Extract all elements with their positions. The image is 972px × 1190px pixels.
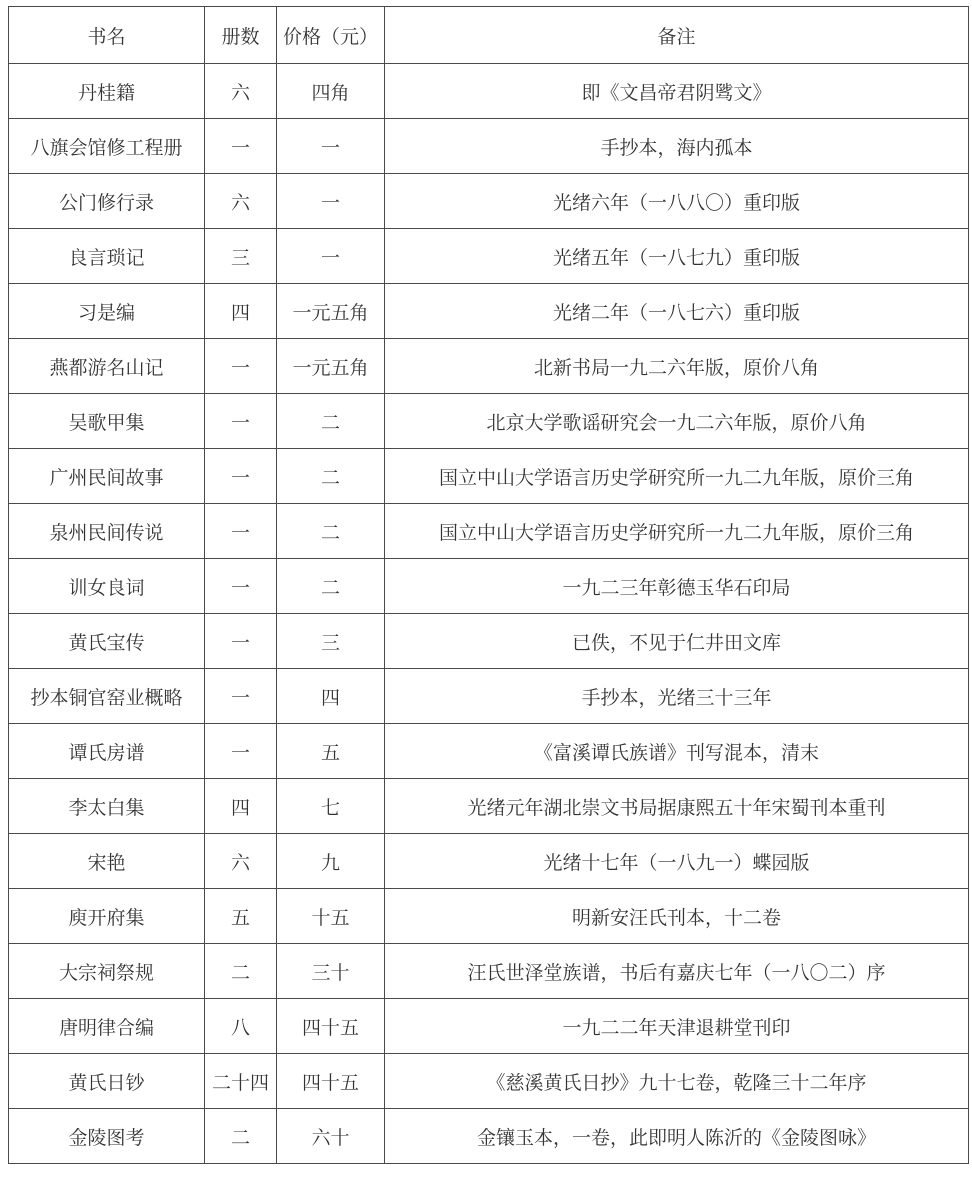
cell-price: 四角: [277, 64, 385, 119]
cell-title: 泉州民间传说: [9, 504, 205, 559]
cell-price: 二: [277, 394, 385, 449]
cell-price: 一: [277, 119, 385, 174]
cell-price: 七: [277, 779, 385, 834]
cell-title: 公门修行录: [9, 174, 205, 229]
cell-notes: 光绪五年（一八七九）重印版: [385, 229, 969, 284]
cell-volumes: 一: [205, 669, 277, 724]
cell-notes: 光绪十七年（一八九一）蝶园版: [385, 834, 969, 889]
table-row: [9, 504, 969, 559]
cell-price: 四十五: [277, 999, 385, 1054]
table-row: [9, 779, 969, 834]
cell-volumes: 一: [205, 504, 277, 559]
cell-notes: 光绪元年湖北崇文书局据康熙五十年宋蜀刊本重刊: [385, 779, 969, 834]
table-row: [9, 999, 969, 1054]
header-notes: 备注: [385, 7, 969, 64]
cell-volumes: 一: [205, 559, 277, 614]
table-row: [9, 229, 969, 284]
header-title: 书名: [9, 7, 205, 64]
cell-title: 训女良词: [9, 559, 205, 614]
cell-volumes: 六: [205, 64, 277, 119]
cell-notes: 手抄本，海内孤本: [385, 119, 969, 174]
cell-title: 唐明律合编: [9, 999, 205, 1054]
cell-volumes: 一: [205, 724, 277, 779]
cell-volumes: 六: [205, 174, 277, 229]
table-row: [9, 64, 969, 119]
table-row: [9, 1054, 969, 1109]
cell-volumes: 一: [205, 449, 277, 504]
cell-notes: 光绪二年（一八七六）重印版: [385, 284, 969, 339]
cell-price: 二: [277, 504, 385, 559]
cell-title: 宋艳: [9, 834, 205, 889]
table-row: [9, 394, 969, 449]
table-row: [9, 119, 969, 174]
table-row: [9, 724, 969, 779]
table-row: [9, 559, 969, 614]
cell-title: 八旗会馆修工程册: [9, 119, 205, 174]
cell-title: 吴歌甲集: [9, 394, 205, 449]
cell-volumes: 一: [205, 339, 277, 394]
cell-volumes: 四: [205, 284, 277, 339]
cell-notes: 金镶玉本，一卷，此即明人陈沂的《金陵图咏》: [385, 1109, 969, 1164]
cell-title: 黄氏宝传: [9, 614, 205, 669]
cell-volumes: 六: [205, 834, 277, 889]
cell-notes: 已佚，不见于仁井田文库: [385, 614, 969, 669]
book-price-table: [8, 6, 969, 1164]
table-row: [9, 1109, 969, 1164]
cell-notes: 汪氏世泽堂族谱，书后有嘉庆七年（一八〇二）序: [385, 944, 969, 999]
cell-title: 谭氏房谱: [9, 724, 205, 779]
cell-volumes: 一: [205, 614, 277, 669]
cell-price: 三十: [277, 944, 385, 999]
cell-notes: 一九二二年天津退耕堂刊印: [385, 999, 969, 1054]
table-row: [9, 174, 969, 229]
cell-title: 抄本铜官窑业概略: [9, 669, 205, 724]
cell-price: 九: [277, 834, 385, 889]
cell-volumes: 四: [205, 779, 277, 834]
header-volumes: 册数: [205, 7, 277, 64]
cell-notes: 国立中山大学语言历史学研究所一九二九年版，原价三角: [385, 449, 969, 504]
cell-volumes: 三: [205, 229, 277, 284]
cell-price: 四十五: [277, 1054, 385, 1109]
cell-price: 十五: [277, 889, 385, 944]
cell-title: 金陵图考: [9, 1109, 205, 1164]
cell-volumes: 二: [205, 1109, 277, 1164]
cell-notes: 明新安汪氏刊本，十二卷: [385, 889, 969, 944]
cell-title: 燕都游名山记: [9, 339, 205, 394]
cell-title: 庾开府集: [9, 889, 205, 944]
cell-title: 李太白集: [9, 779, 205, 834]
cell-price: 一元五角: [277, 339, 385, 394]
cell-price: 六十: [277, 1109, 385, 1164]
table-row: [9, 449, 969, 504]
cell-price: 一元五角: [277, 284, 385, 339]
cell-volumes: 二十四: [205, 1054, 277, 1109]
cell-price: 四: [277, 669, 385, 724]
table-row: [9, 339, 969, 394]
cell-notes: 《慈溪黄氏日抄》九十七卷，乾隆三十二年序: [385, 1054, 969, 1109]
cell-volumes: 八: [205, 999, 277, 1054]
cell-price: 一: [277, 229, 385, 284]
cell-notes: 即《文昌帝君阴骘文》: [385, 64, 969, 119]
cell-title: 丹桂籍: [9, 64, 205, 119]
cell-volumes: 一: [205, 119, 277, 174]
cell-title: 良言琐记: [9, 229, 205, 284]
cell-price: 五: [277, 724, 385, 779]
cell-title: 广州民间故事: [9, 449, 205, 504]
cell-price: 二: [277, 449, 385, 504]
cell-notes: 北新书局一九二六年版，原价八角: [385, 339, 969, 394]
cell-price: 一: [277, 174, 385, 229]
cell-volumes: 一: [205, 394, 277, 449]
table-row: [9, 669, 969, 724]
cell-volumes: 五: [205, 889, 277, 944]
header-price: 价格（元）: [277, 7, 385, 64]
cell-notes: 《富溪谭氏族谱》刊写混本，清末: [385, 724, 969, 779]
cell-title: 习是编: [9, 284, 205, 339]
cell-price: 二: [277, 559, 385, 614]
cell-notes: 北京大学歌谣研究会一九二六年版，原价八角: [385, 394, 969, 449]
cell-price: 三: [277, 614, 385, 669]
cell-title: 大宗祠祭规: [9, 944, 205, 999]
table-row: [9, 834, 969, 889]
cell-notes: 手抄本，光绪三十三年: [385, 669, 969, 724]
cell-notes: 国立中山大学语言历史学研究所一九二九年版，原价三角: [385, 504, 969, 559]
table-row: [9, 614, 969, 669]
table-row: [9, 889, 969, 944]
table-row: [9, 284, 969, 339]
cell-notes: 光绪六年（一八八〇）重印版: [385, 174, 969, 229]
header-row: [9, 7, 969, 64]
table-row: [9, 944, 969, 999]
cell-title: 黄氏日钞: [9, 1054, 205, 1109]
table-body: [9, 64, 969, 1164]
cell-notes: 一九二三年彰德玉华石印局: [385, 559, 969, 614]
cell-volumes: 二: [205, 944, 277, 999]
